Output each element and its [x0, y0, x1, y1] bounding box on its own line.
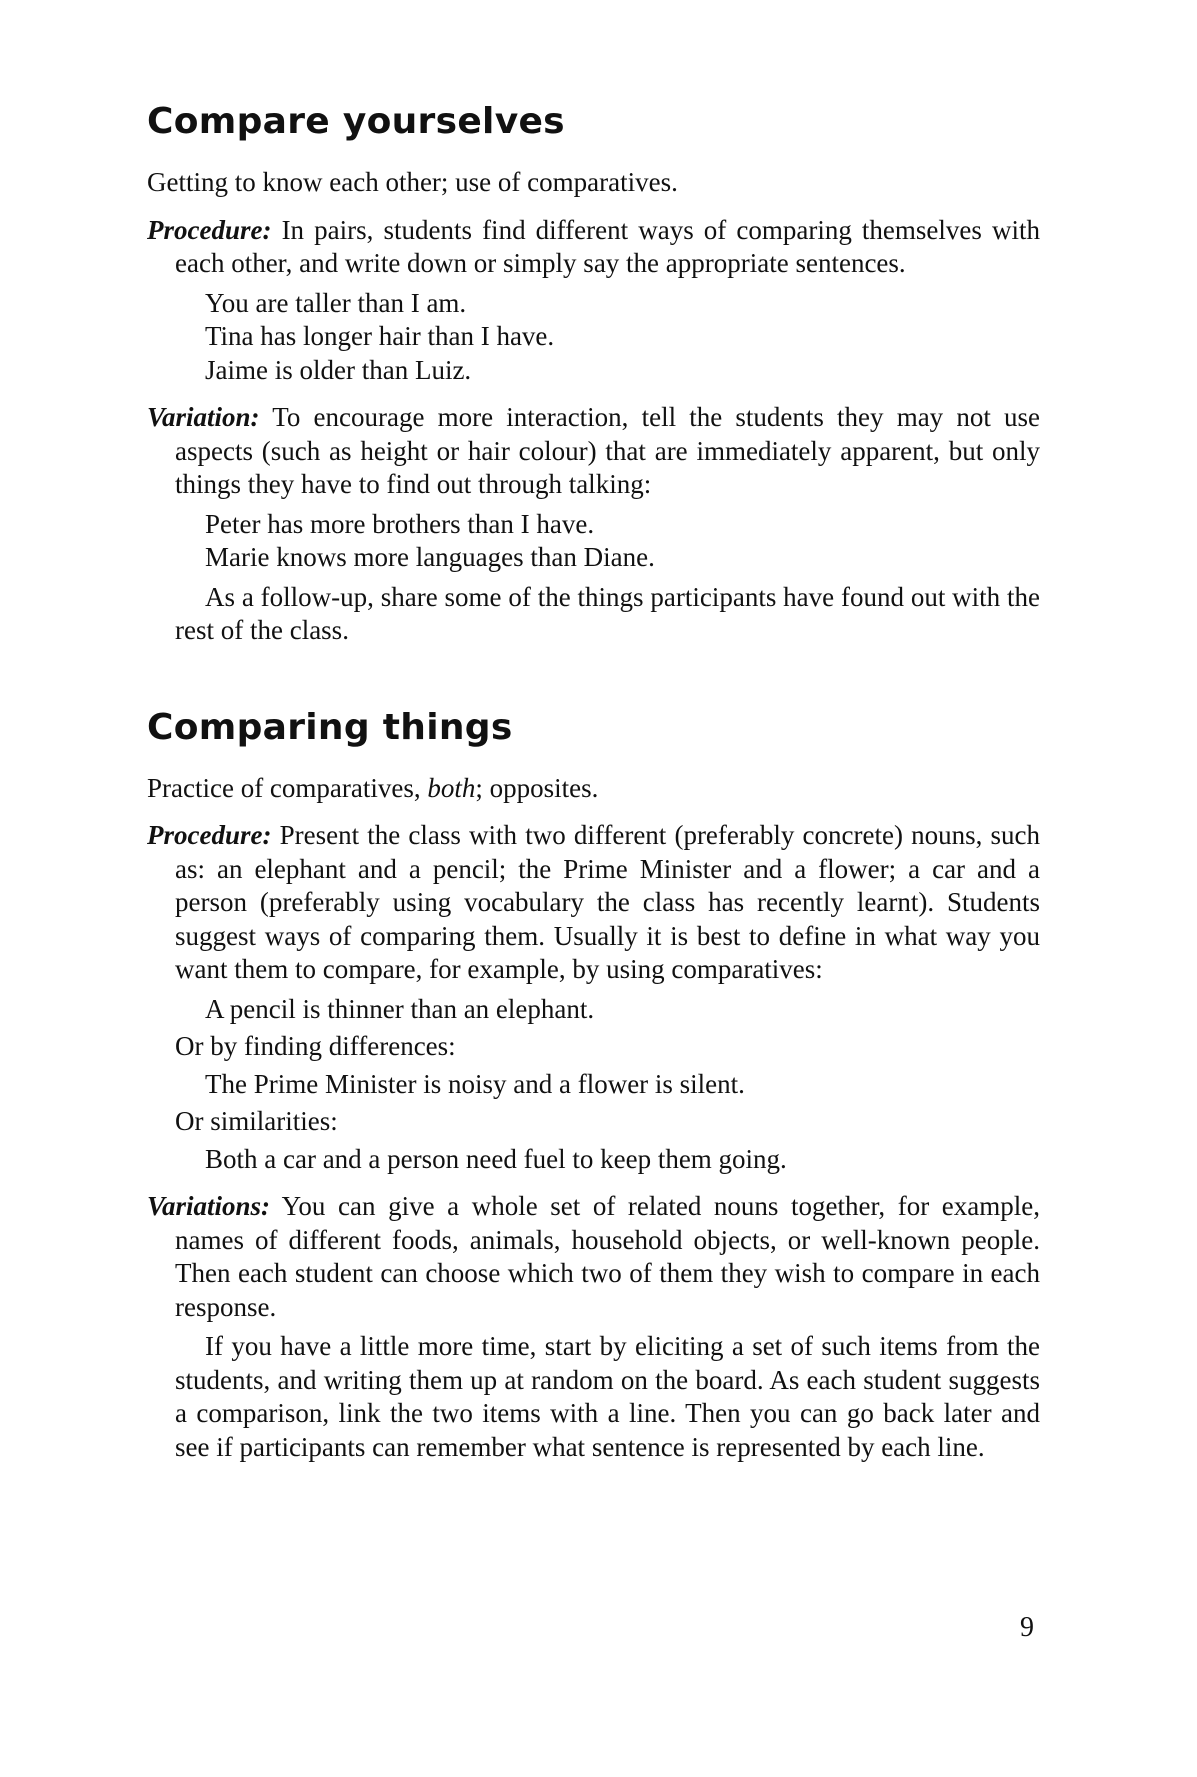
section-title-comparing-things: Comparing things [147, 706, 513, 748]
example-sentence: Tina has longer hair than I have. [205, 321, 555, 351]
page-number: 9 [1020, 1612, 1034, 1643]
section-subtitle: Getting to know each other; use of comparatives. [147, 167, 678, 197]
variations-paragraph [147, 1190, 1040, 1324]
subtitle-emphasis: both [427, 772, 476, 803]
section-title-compare-yourselves: Compare yourselves [147, 101, 565, 142]
note-text: Or similarities: [175, 1106, 338, 1136]
variations-continuation: If you have a little more time, start by eliciting a set of such items from the students, and writing them up at random on the board. As each student suggests a comparison, link the two items with a line. Then you can go back later and see if participants can remember what sentence is represented by each line. [175, 1331, 1040, 1462]
section-subtitle [147, 772, 1040, 806]
variation-example-list [147, 508, 1040, 575]
variation-label: Variation: [147, 402, 260, 432]
procedure-label: Procedure: [147, 820, 272, 850]
example-sentence: Peter has more brothers than I have. [205, 508, 595, 539]
example-sentence: Jaime is older than Luiz. [205, 354, 472, 385]
procedure-label: Procedure: [147, 214, 272, 245]
example-sentence: The Prime Minister is noisy and a flower is silent. [205, 1068, 745, 1099]
page-content [147, 100, 1040, 1464]
note-text: Or by finding differences: [175, 1031, 456, 1061]
procedure-text: In pairs, students find different ways of comparing themselves with each other, and write down or simply say the appropriate sentences. [175, 214, 1040, 278]
variations-text: You can give a whole set of related nouns together, for example, names of different foods, animals, household objects, or well-known people. Then each student can choose which two of them they wish to compare in each response. [175, 1191, 1041, 1322]
subtitle-text: Practice of comparatives, [147, 772, 428, 803]
example-list [147, 287, 1040, 388]
procedure-paragraph [147, 819, 1040, 987]
followup-paragraph: As a follow-up, share some of the things participants have found out with the rest of the class. [175, 581, 1040, 645]
example-sentence: A pencil is thinner than an elephant. [205, 993, 595, 1024]
example-sentence: Both a car and a person need fuel to keep them going. [205, 1143, 787, 1174]
example-sentence: Marie knows more languages than Diane. [205, 542, 655, 572]
procedure-paragraph [147, 214, 1040, 281]
variation-text: To encourage more interaction, tell the students they may not use aspects (such as height or hair colour) that are immediately apparent, but only things they have to find out through talking: [175, 402, 1041, 499]
variations-label: Variations: [147, 1191, 271, 1221]
example-sentence: You are taller than I am. [205, 287, 467, 318]
variation-paragraph [147, 401, 1040, 502]
procedure-text: Present the class with two different (preferably concrete) nouns, such as: an elephant and a pencil; the Prime Minister and a flower; a car and a person (preferably using vocabulary the class has recently learnt). Students suggest ways of comparing them. Usually it is best to define in what way you want them to compare, for example, by using comparatives: [175, 820, 1041, 984]
subtitle-text: ; opposites. [475, 772, 599, 803]
